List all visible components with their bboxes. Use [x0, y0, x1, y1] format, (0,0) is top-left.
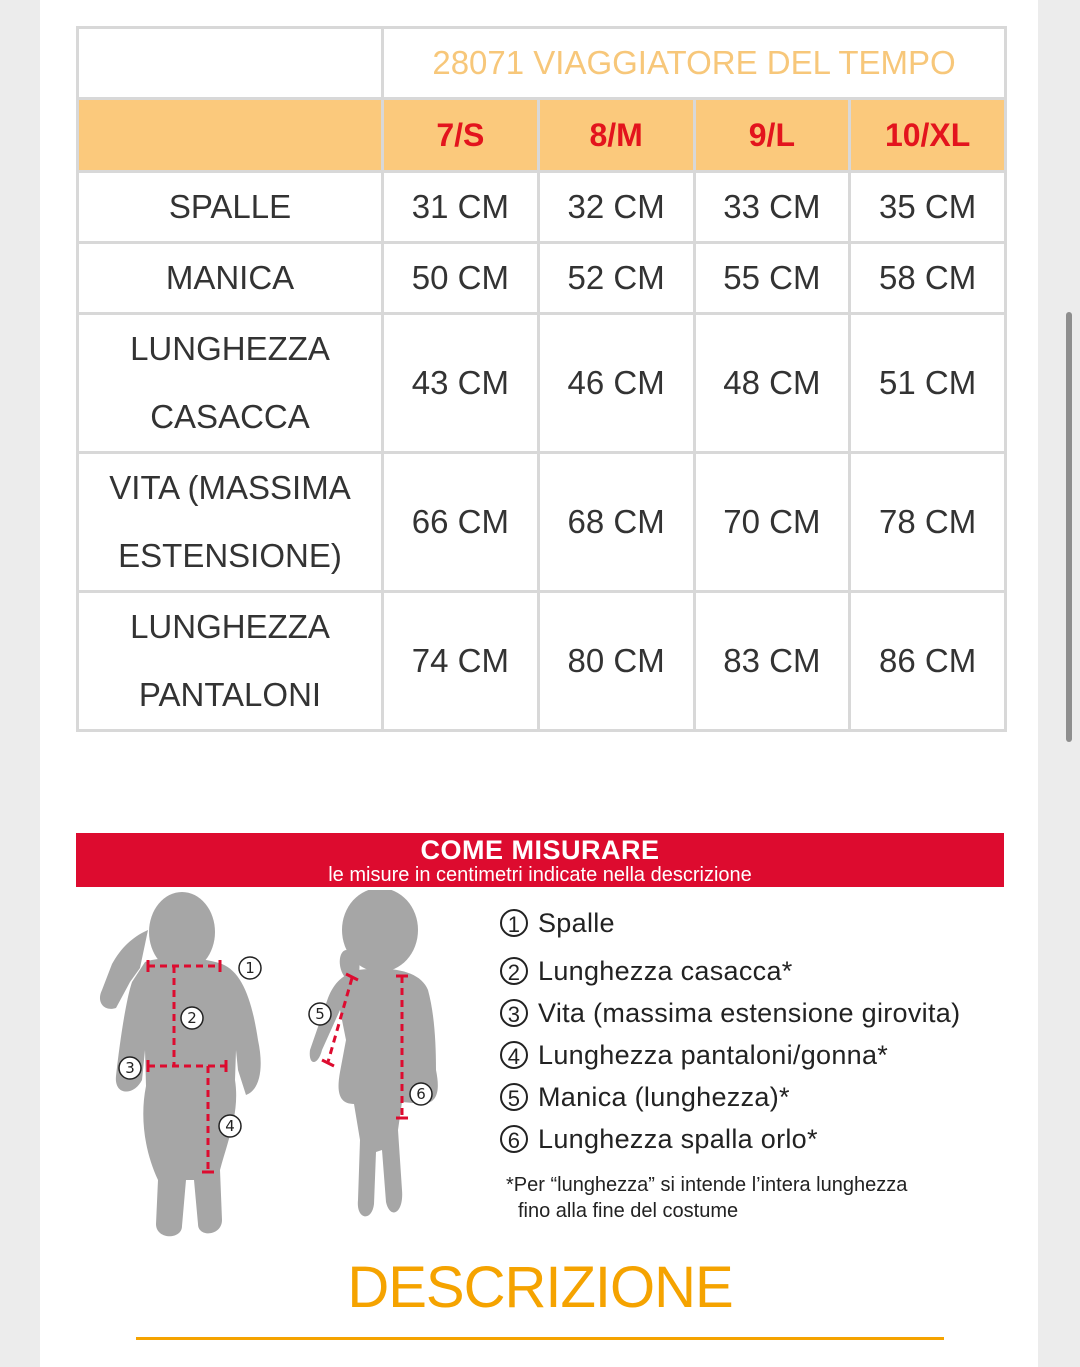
marker-1 [239, 957, 261, 979]
number-badge: 6 [500, 1125, 528, 1153]
marker-5 [309, 1003, 331, 1025]
table-cell: 52 CM [538, 243, 694, 314]
svg-text:1: 1 [245, 959, 255, 977]
list-item: 1 Spalle [500, 902, 960, 944]
table-row [78, 314, 1006, 453]
svg-text:2: 2 [187, 1009, 197, 1027]
svg-text:6: 6 [416, 1085, 426, 1103]
size-header: 10/XL [850, 99, 1006, 172]
description-heading: DESCRIZIONE [347, 1255, 733, 1320]
girl-silhouette-icon [310, 890, 438, 1216]
number-badge: 3 [500, 999, 528, 1027]
table-cell: 32 CM [538, 172, 694, 243]
list-item: 4 Lunghezza pantaloni/gonna* [500, 1034, 960, 1076]
table-cell: 66 CM [383, 453, 539, 592]
table-cell: 70 CM [694, 453, 850, 592]
measure-list [500, 902, 960, 1160]
list-item: 6 Lunghezza spalla orlo* [500, 1118, 960, 1160]
svg-text:5: 5 [315, 1005, 325, 1023]
table-row [78, 453, 1006, 592]
table-cell: 43 CM [383, 314, 539, 453]
number-badge: 2 [500, 957, 528, 985]
svg-text:4: 4 [225, 1117, 235, 1135]
svg-text:3: 3 [125, 1059, 135, 1077]
table-cell: 68 CM [538, 453, 694, 592]
header-blank-cell [78, 99, 383, 172]
number-badge: 1 [500, 909, 528, 937]
number-badge: 5 [500, 1083, 528, 1111]
marker-4 [219, 1115, 241, 1137]
table-cell: 33 CM [694, 172, 850, 243]
table-cell: 58 CM [850, 243, 1006, 314]
table-cell: 31 CM [383, 172, 539, 243]
product-title: 28071 VIAGGIATORE DEL TEMPO [383, 28, 1006, 99]
table-row [78, 592, 1006, 731]
banner-heading: COME MISURARE [420, 835, 660, 865]
row-label: LUNGHEZZA CASACCA [78, 314, 383, 453]
scrollbar[interactable] [1066, 312, 1072, 742]
banner-subheading: le misure in centimetri indicate nella descrizione [328, 864, 752, 886]
table-cell: 51 CM [850, 314, 1006, 453]
size-header: 9/L [694, 99, 850, 172]
table-cell: 80 CM [538, 592, 694, 731]
measurement-figures [90, 890, 490, 1250]
row-label: LUNGHEZZA PANTALONI [78, 592, 383, 731]
table-cell: 35 CM [850, 172, 1006, 243]
row-label: SPALLE [78, 172, 383, 243]
list-item: 2 Lunghezza casacca* [500, 950, 960, 992]
marker-2 [181, 1007, 203, 1029]
list-item: 3 Vita (massima estensione girovita) [500, 992, 960, 1034]
marker-3 [119, 1057, 141, 1079]
table-cell: 50 CM [383, 243, 539, 314]
table-cell: 55 CM [694, 243, 850, 314]
table-cell: 86 CM [850, 592, 1006, 731]
heading-underline [136, 1337, 944, 1340]
how-to-measure-banner [76, 833, 1004, 887]
table-cell: 78 CM [850, 453, 1006, 592]
table-corner-cell [78, 28, 383, 99]
size-header: 7/S [383, 99, 539, 172]
marker-6 [410, 1083, 432, 1105]
row-label: MANICA [78, 243, 383, 314]
table-cell: 83 CM [694, 592, 850, 731]
row-label: VITA (MASSIMA ESTENSIONE) [78, 453, 383, 592]
table-cell: 48 CM [694, 314, 850, 453]
size-table [76, 26, 1007, 732]
size-header-row [78, 99, 1006, 172]
table-cell: 46 CM [538, 314, 694, 453]
length-footnote: *Per “lunghezza” si intende l’intera lunghezza fino alla fine del costume [506, 1174, 908, 1222]
number-badge: 4 [500, 1041, 528, 1069]
table-row [78, 243, 1006, 314]
list-item: 5 Manica (lunghezza)* [500, 1076, 960, 1118]
size-header: 8/M [538, 99, 694, 172]
table-cell: 74 CM [383, 592, 539, 731]
table-row [78, 172, 1006, 243]
